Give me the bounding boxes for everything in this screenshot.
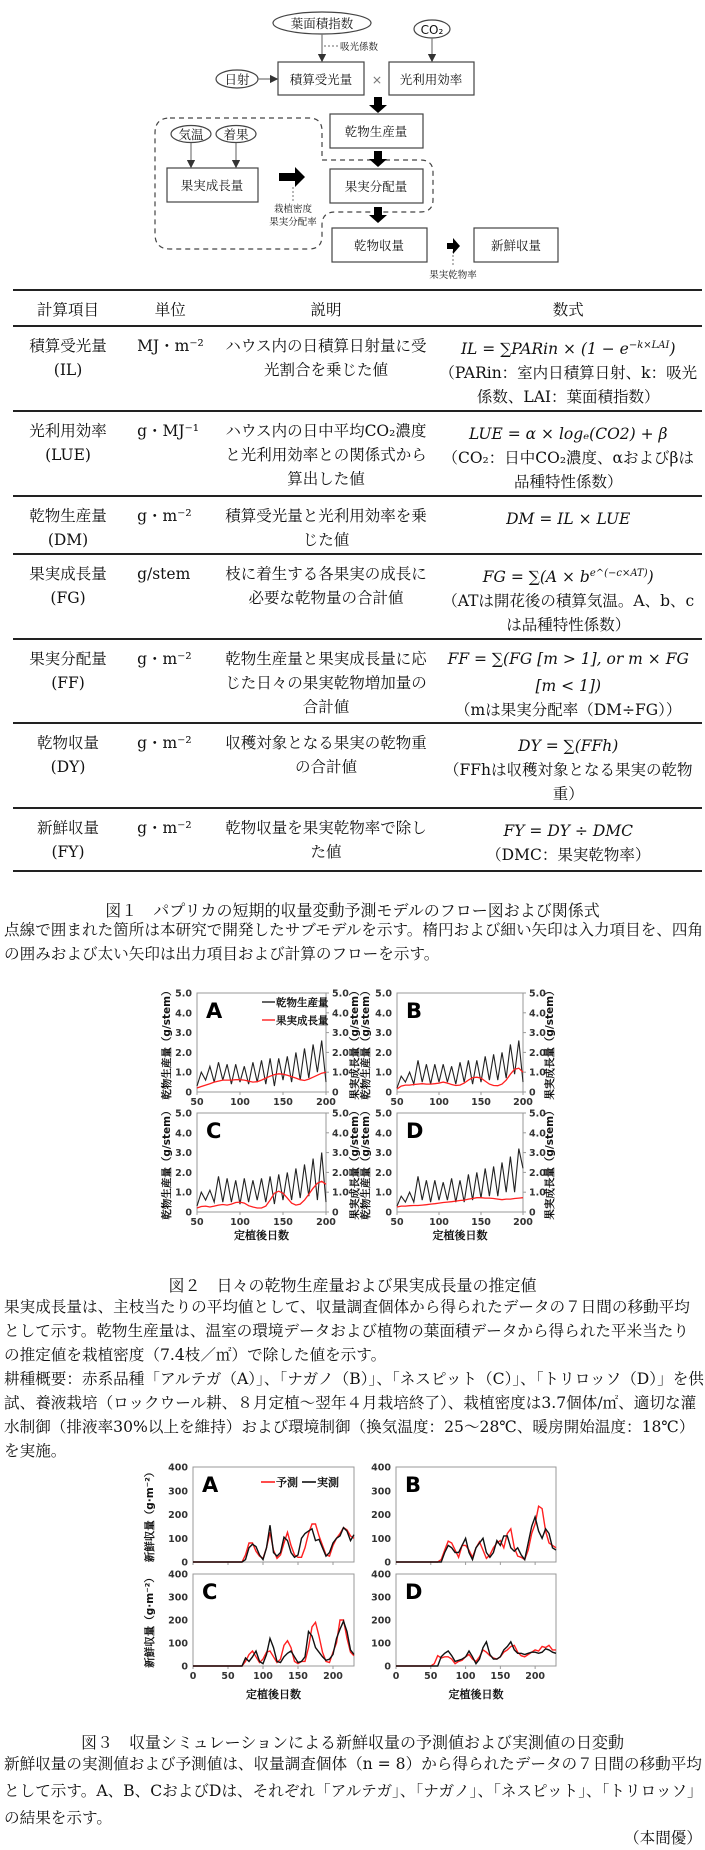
formula-note: （FFhは収穫対象となる果実の乾物重） [443, 761, 693, 804]
item-abbr: (DY) [50, 758, 86, 777]
panel-letter: B [406, 999, 423, 1023]
description-cell: ハウス内の日積算日射量に受光割合を乗じた値 [225, 337, 427, 379]
y2-tick-label: 0 [332, 1207, 339, 1219]
formula-cell [434, 723, 702, 808]
y-tick-label: 0 [384, 1661, 391, 1673]
item-abbr: (IL) [53, 361, 83, 379]
series-line-pred [193, 1524, 354, 1562]
y-tick-label: 3.0 [375, 1028, 392, 1040]
author: （本間優） [624, 1829, 702, 1847]
formula-main: FG = ∑(A × b [482, 568, 590, 587]
fruitset-label: 着果 [223, 127, 249, 142]
y-tick-label: 3.0 [175, 1028, 192, 1040]
unit-cell: g・m⁻² [137, 650, 192, 668]
y-tick-label: 0 [185, 1087, 192, 1099]
y2-tick-label: 3.0 [332, 1028, 349, 1040]
lai-label: 葉面積指数 [290, 16, 354, 31]
y-tick-label: 400 [168, 1569, 188, 1581]
header-formula: 数式 [552, 301, 584, 319]
il-label: 積算受光量 [289, 72, 353, 87]
fig3-caption: 図３ 収量シミュレーションによる新鮮収量の予測値および実測値の日変動 [80, 1733, 625, 1752]
legend-label-pred: 予測 [276, 1476, 298, 1489]
y2-tick-label: 2.0 [529, 1167, 546, 1179]
y-tick-label: 5.0 [375, 988, 392, 1000]
x-tick-label: 50 [390, 1217, 404, 1228]
formula-note: （ATは開花後の積算気温。A、b、cは品種特性係数） [442, 592, 695, 635]
panel-letter: A [206, 999, 223, 1023]
y-tick-label: 100 [168, 1533, 188, 1545]
y-tick-label: 5.0 [175, 1108, 192, 1120]
y-axis-label: 新鮮収量（g·m⁻²） [144, 1572, 156, 1668]
item-abbr: (FG) [50, 589, 86, 607]
x-tick-label: 150 [288, 1671, 308, 1682]
y-axis-label: 乾物生産量（g/stem） [161, 1105, 173, 1220]
y-tick-label: 200 [168, 1510, 188, 1521]
y2-tick-label: 1.0 [332, 1187, 349, 1199]
chart-panel-C [197, 1113, 329, 1215]
description-cell: 収穫対象となる果実の乾物重の合計値 [225, 734, 427, 777]
fg-label: 果実成長量 [180, 178, 244, 193]
x-tick-label: 200 [513, 1217, 533, 1228]
y2-axis-label: 果実成長量（g/stem） [349, 985, 361, 1100]
description-cell: 積算受光量と光利用効率を乗じた値 [225, 507, 427, 549]
panel-letter: C [202, 1580, 218, 1604]
y-tick-label: 2.0 [375, 1167, 392, 1179]
lue-label: 光利用効率 [399, 72, 463, 87]
formula-cell [434, 496, 702, 554]
y-tick-label: 1.0 [175, 1067, 192, 1079]
item-name: 新鮮収量 [37, 819, 100, 838]
series-line-dm [397, 1041, 523, 1089]
series-line-fg [197, 1181, 326, 1208]
y-tick-label: 100 [371, 1533, 391, 1545]
y-tick-label: 300 [371, 1592, 391, 1604]
formula-main: DY = ∑(FFh) [518, 737, 619, 756]
unit-cell: g・m⁻² [137, 819, 192, 838]
formula-cell [434, 554, 702, 639]
table-row [13, 411, 702, 496]
x-tick-label: 200 [316, 1097, 336, 1108]
y2-tick-label: 5.0 [529, 988, 546, 1000]
item-cell [13, 808, 123, 871]
x-axis-label: 定植後日数 [448, 1688, 504, 1701]
chart-panel-D [396, 1574, 556, 1669]
y2-tick-label: 0 [529, 1087, 536, 1099]
x-axis-label: 定植後日数 [234, 1229, 289, 1242]
header-description: 説明 [310, 301, 342, 319]
formula-exponent: −k×LAI [628, 340, 670, 351]
description-cell: 乾物収量を果実乾物率で除した値 [225, 819, 427, 862]
series-line-obs [193, 1621, 354, 1666]
item-name: 積算受光量 [29, 337, 107, 355]
header-item: 計算項目 [37, 301, 100, 319]
y2-tick-label: 2.0 [529, 1047, 546, 1059]
y-tick-label: 3.0 [175, 1148, 192, 1160]
y2-tick-label: 3.0 [529, 1028, 546, 1040]
y2-tick-label: 4.0 [332, 1008, 349, 1020]
plot-frame [193, 1467, 354, 1562]
panel-letter: A [202, 1473, 219, 1497]
y-tick-label: 200 [371, 1510, 391, 1521]
legend-label-fg: 果実成長量 [276, 1015, 329, 1027]
y2-tick-label: 4.0 [529, 1008, 546, 1020]
fig1-caption: 図１ パプリカの短期的収量変動予測モデルのフロー図および関係式 [105, 901, 600, 920]
series-line-dm [397, 1149, 523, 1207]
formula [436, 731, 700, 758]
y-tick-label: 2.0 [175, 1167, 192, 1179]
x-tick-label: 50 [390, 1097, 404, 1108]
y-tick-label: 300 [168, 1592, 188, 1604]
x-tick-label: 150 [490, 1671, 511, 1682]
formula-note: （mは果実分配率（DM÷FG）） [455, 701, 682, 720]
plot-frame [197, 1113, 326, 1212]
y-tick-label: 3.0 [375, 1148, 392, 1160]
y2-tick-label: 1.0 [529, 1067, 546, 1079]
y-tick-label: 300 [371, 1486, 391, 1498]
formula-main: LUE = α × logₑ(CO2) + β [468, 425, 668, 444]
x-tick-label: 200 [316, 1217, 336, 1228]
y-tick-label: 4.0 [175, 1008, 192, 1020]
series-line-fg [397, 1068, 523, 1089]
header-unit: 単位 [154, 301, 186, 319]
calculation-table [13, 289, 702, 872]
dm-label: 乾物生産量 [344, 124, 408, 139]
fig2-cultivation-notes: 耕種概要：赤系品種「アルテガ（A）」、「ナガノ（B）」、「ネスピット（C）」、「トリロッソ（D）」を供試、養液栽培（ロックウール耕、８月定植～翌年４月栽培終了）、栽植密度は3.7個体/㎡、適切な灌水制御（排液率30%以上を維持）および環境制御（換気温度：25～28℃、暖房開始温度：18℃）を実施。 [4, 1370, 704, 1460]
y-tick-label: 5.0 [175, 988, 192, 1000]
legend-label-obs: 実測 [317, 1476, 339, 1489]
x-axis-label: 定植後日数 [246, 1688, 301, 1701]
formula-main: DM = IL × LUE [506, 510, 631, 529]
item-cell [13, 496, 123, 554]
y2-tick-label: 5.0 [529, 1108, 546, 1120]
plot-frame [193, 1574, 354, 1666]
y-tick-label: 2.0 [175, 1047, 192, 1059]
plot-frame [396, 1467, 556, 1562]
x-tick-label: 100 [429, 1097, 449, 1108]
item-name: 果実分配量 [29, 650, 107, 668]
y-tick-label: 0 [181, 1661, 188, 1673]
y-tick-label: 0 [185, 1207, 192, 1219]
y-axis-label: 乾物生産量（g/stem） [360, 985, 372, 1100]
unit-cell: g・m⁻² [137, 507, 192, 525]
formula [436, 419, 700, 446]
y2-tick-label: 3.0 [332, 1148, 349, 1160]
unit-cell: MJ・m⁻² [137, 337, 204, 355]
description-cell: 枝に着生する各果実の成長に必要な乾物量の合計値 [225, 565, 427, 607]
item-cell [13, 554, 123, 639]
formula-cell [434, 326, 702, 411]
y2-axis-label: 果実成長量（g/stem） [349, 1105, 361, 1220]
plot-frame [396, 1574, 556, 1666]
item-abbr: (FF) [51, 674, 85, 692]
formula-note: （PARin：室内日積算日射、k：吸光係数、LAI：葉面積指数） [439, 364, 698, 407]
formula [436, 334, 700, 361]
y-tick-label: 400 [168, 1462, 188, 1474]
series-line-obs [193, 1525, 354, 1562]
radiation-label: 日射 [224, 72, 250, 87]
item-abbr: (LUE) [45, 446, 91, 464]
y-tick-label: 400 [371, 1569, 391, 1581]
plot-frame [397, 1113, 523, 1212]
density-label: 栽植密度 [273, 204, 313, 215]
series-line-pred [396, 1645, 556, 1666]
table-row [13, 496, 702, 554]
formula-main: IL = ∑PARin × (1 − e [460, 340, 629, 359]
chart-panel-B [396, 1467, 556, 1565]
x-tick-label: 150 [273, 1097, 293, 1108]
x-axis-label: 定植後日数 [432, 1229, 488, 1242]
y-tick-label: 5.0 [375, 1108, 392, 1120]
x-tick-label: 100 [230, 1097, 250, 1108]
chart-panel-A [193, 1467, 354, 1565]
y-axis-label: 乾物生産量（g/stem） [360, 1105, 372, 1220]
y2-tick-label: 2.0 [332, 1047, 349, 1059]
formula [436, 647, 700, 698]
formula-note: （DMC：果実乾物率） [486, 846, 651, 865]
chart-panel-C [193, 1574, 354, 1669]
x-tick-label: 100 [455, 1671, 476, 1682]
item-cell [13, 639, 123, 723]
x-tick-label: 200 [513, 1097, 533, 1108]
legend-label-dm: 乾物生産量 [276, 997, 329, 1009]
y2-tick-label: 0 [529, 1207, 536, 1219]
y2-tick-label: 5.0 [332, 1108, 349, 1120]
item-name: 果実成長量 [29, 565, 107, 583]
times-sign: × [371, 72, 383, 87]
panel-letter: B [405, 1473, 422, 1497]
y2-tick-label: 1.0 [529, 1187, 546, 1199]
formula-main: FY = DY ÷ DMC [503, 822, 633, 841]
x-tick-label: 50 [424, 1671, 438, 1682]
table-header-row [13, 290, 702, 326]
y-tick-label: 0 [385, 1207, 392, 1219]
x-tick-label: 50 [221, 1671, 235, 1682]
fy-label: 新鮮収量 [490, 238, 542, 253]
extinction-label: 吸光係数 [340, 42, 379, 53]
fig1-description: 点線で囲まれた箇所は本研究で開発したサブモデルを示す。楕円および細い矢印は入力項目を、四角の囲みおよび太い矢印は出力項目および計算のフローを示す。 [4, 921, 704, 963]
table-row [13, 723, 702, 808]
item-name: 乾物収量 [37, 734, 100, 753]
y-tick-label: 1.0 [375, 1187, 392, 1199]
panel-letter: D [405, 1580, 423, 1604]
y-tick-label: 0 [384, 1557, 391, 1569]
temp-label: 気温 [178, 127, 204, 142]
panel-letter: D [406, 1119, 424, 1143]
description-cell: 乾物生産量と果実成長量に応じた日々の果実乾物増加量の合計値 [225, 650, 427, 716]
y2-tick-label: 1.0 [332, 1067, 349, 1079]
plot-frame [397, 993, 523, 1092]
y-tick-label: 4.0 [375, 1008, 392, 1020]
dmc-label: 果実乾物率 [429, 270, 477, 281]
y-tick-label: 400 [371, 1462, 391, 1474]
ff-label: 果実分配量 [344, 179, 408, 194]
y2-tick-label: 2.0 [332, 1167, 349, 1179]
chart-panel-A [197, 993, 329, 1095]
y2-axis-label: 果実成長量（g/stem） [544, 1105, 556, 1220]
formula [436, 504, 700, 531]
x-tick-label: 100 [253, 1671, 273, 1682]
chart-panel-B [397, 993, 526, 1095]
item-cell [13, 411, 123, 496]
y-tick-label: 100 [168, 1638, 188, 1650]
series-line-dm [197, 1153, 326, 1207]
plot-frame [197, 993, 326, 1092]
formula [436, 562, 700, 589]
x-tick-label: 100 [230, 1217, 250, 1228]
unit-cell: g・m⁻² [137, 734, 192, 753]
y-tick-label: 300 [168, 1486, 188, 1498]
y-tick-label: 1.0 [175, 1187, 192, 1199]
series-line-obs [396, 1517, 556, 1562]
y-tick-label: 1.0 [375, 1067, 392, 1079]
formula-cell [434, 808, 702, 871]
fig3-description: 新鮮収量の実測値および予測値は、収量調査個体（n = 8）から得られたデータの７日間の移動平均として示す。A、B、CおよびDは、それぞれ「アルテガ」、「ナガノ」、「ネスピット」、「トリロッソ」の結果を示す。 [4, 1755, 703, 1827]
y-tick-label: 2.0 [375, 1047, 392, 1059]
formula-main: FF = ∑(FG [m > 1], or m × FG [m < 1]) [447, 650, 689, 696]
series-line-pred [396, 1506, 556, 1562]
x-tick-label: 150 [471, 1217, 491, 1228]
x-tick-label: 150 [471, 1097, 491, 1108]
dy-label: 乾物収量 [353, 238, 405, 253]
formula-note: （CO₂：日中CO₂濃度、αおよびβは品種特性係数） [442, 449, 694, 492]
y2-axis-label: 果実成長量（g/stem） [544, 985, 556, 1100]
y-tick-label: 100 [371, 1638, 391, 1650]
table-row [13, 639, 702, 723]
flow-diagram [0, 0, 705, 285]
x-tick-label: 200 [323, 1671, 343, 1682]
x-tick-label: 50 [190, 1217, 204, 1228]
y-axis-label: 新鮮収量（g·m⁻²） [144, 1466, 156, 1563]
series-line-dm [197, 1041, 326, 1087]
table-row [13, 808, 702, 871]
y2-tick-label: 3.0 [529, 1148, 546, 1160]
y2-tick-label: 4.0 [529, 1128, 546, 1140]
partition-rate-label: 果実分配率 [269, 217, 317, 228]
y-tick-label: 0 [181, 1557, 188, 1569]
x-tick-label: 0 [392, 1671, 400, 1682]
unit-cell: g/stem [137, 565, 191, 583]
x-tick-label: 150 [273, 1217, 293, 1228]
formula-cell [434, 639, 702, 723]
y-tick-label: 4.0 [175, 1128, 192, 1140]
y-axis-label: 乾物生産量（g/stem） [161, 985, 173, 1100]
series-line-obs [396, 1642, 556, 1666]
y2-tick-label: 4.0 [332, 1128, 349, 1140]
series-line-pred [193, 1620, 354, 1666]
x-tick-label: 100 [429, 1217, 449, 1228]
description-cell: ハウス内の日中平均CO₂濃度と光利用効率との関係式から算出した値 [225, 422, 427, 488]
fig2-description: 果実成長量は、主枝当たりの平均値として、収量調査個体から得られたデータの７日間の移動平均として示す。乾物生産量は、温室の環境データおよび植物の葉面積データから得られた平米当たりの推定値を栽植密度（7.4枝／㎡）で除した値を示す。 [4, 1298, 690, 1364]
y-tick-label: 4.0 [375, 1128, 392, 1140]
formula-exponent: e^(−c×AT) [589, 568, 648, 579]
fig2-caption: 図２ 日々の乾物生産量および果実成長量の推定値 [168, 1276, 537, 1295]
x-tick-label: 200 [525, 1671, 546, 1682]
y-tick-label: 200 [168, 1615, 188, 1627]
item-cell [13, 723, 123, 808]
series-line-fg [197, 1072, 326, 1088]
y2-tick-label: 0 [332, 1087, 339, 1099]
y2-tick-label: 5.0 [332, 988, 349, 1000]
item-abbr: (DM) [47, 531, 89, 549]
unit-cell: g・MJ⁻¹ [137, 422, 199, 440]
formula-cell [434, 411, 702, 496]
item-cell [13, 326, 123, 411]
item-abbr: (FY) [51, 843, 85, 862]
x-tick-label: 0 [189, 1671, 197, 1682]
item-name: 光利用効率 [29, 422, 107, 440]
series-line-fg [397, 1198, 523, 1207]
formula [436, 816, 700, 843]
y-tick-label: 200 [371, 1615, 391, 1627]
panel-letter: C [206, 1119, 222, 1143]
formula-tail: ) [647, 568, 654, 587]
co2-label: CO₂ [420, 23, 444, 37]
formula-tail: ) [669, 340, 676, 359]
y-tick-label: 0 [385, 1087, 392, 1099]
table-row [13, 326, 702, 411]
x-tick-label: 50 [190, 1097, 204, 1108]
table-row [13, 554, 702, 639]
chart-panel-D [397, 1113, 526, 1215]
item-name: 乾物生産量 [29, 507, 107, 525]
